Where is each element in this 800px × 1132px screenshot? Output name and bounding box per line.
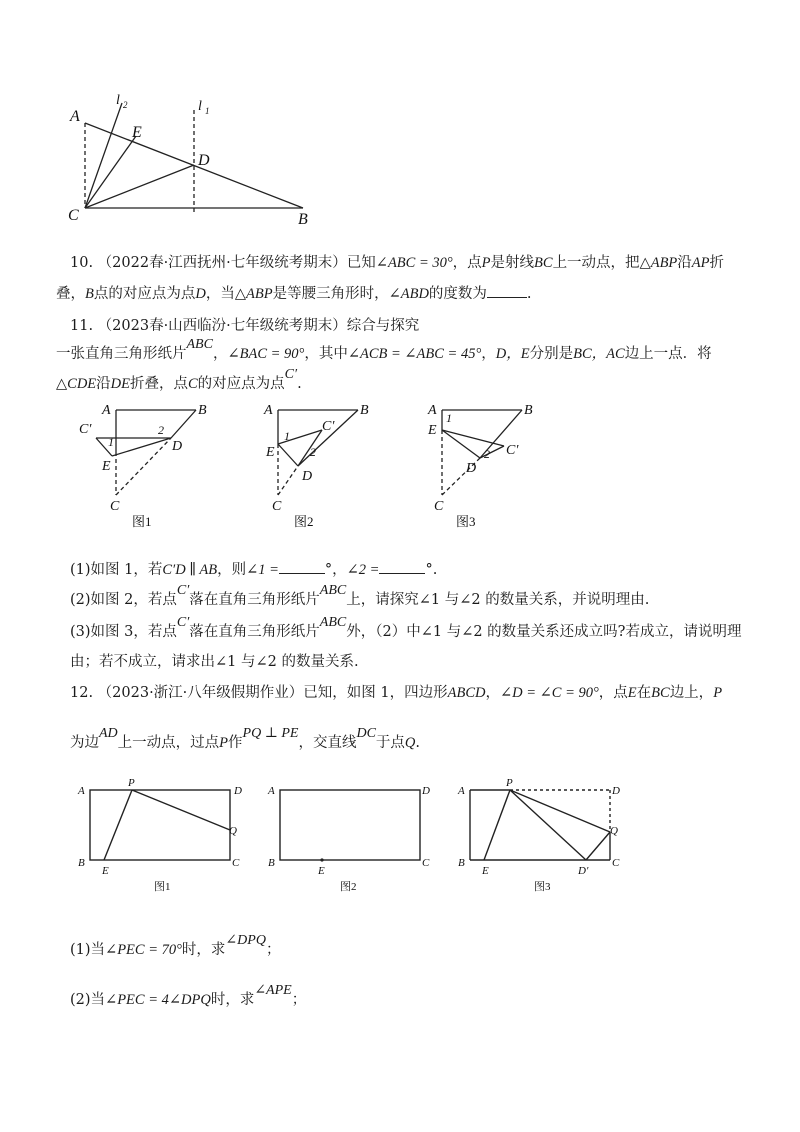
- segment-pq: [510, 790, 610, 832]
- label-p: P: [128, 777, 135, 789]
- math-parallel: C′D ∥ AB: [162, 562, 218, 578]
- math-e: E: [627, 685, 637, 701]
- math-c: C: [188, 376, 198, 392]
- label-a: A: [70, 108, 80, 125]
- math-triangle-abp: △ABP: [639, 255, 678, 271]
- text: 为边: [70, 735, 99, 751]
- q11-part-3-cont: [70, 652, 750, 672]
- segment-pq: [132, 790, 230, 830]
- q12-figure-1: [74, 776, 254, 896]
- q12-part-2: [70, 983, 750, 1011]
- text: ，其中: [304, 346, 348, 362]
- label-angle-2: 2: [484, 447, 490, 461]
- label-c: C: [434, 499, 444, 514]
- point-e: [320, 858, 323, 861]
- label-a: A: [102, 403, 111, 418]
- edge-cd-dashed: [278, 466, 298, 495]
- label-c-prime: C′: [506, 443, 519, 458]
- text: .: [297, 376, 302, 392]
- math-b: B: [85, 286, 94, 302]
- figure-lines-l1-l2: [60, 88, 340, 228]
- text: 上一动点，过点: [117, 735, 220, 751]
- label-d: D: [466, 461, 477, 476]
- label-e: E: [102, 459, 111, 474]
- q12-number: 12.: [70, 685, 94, 701]
- text: 的度数为: [428, 286, 487, 302]
- text: 叠，: [56, 286, 85, 302]
- text: (3)如图 3，若点: [70, 624, 177, 640]
- label-b: B: [268, 857, 275, 869]
- edge-ed: [278, 444, 298, 466]
- q11-number: 11.: [70, 318, 94, 334]
- math-de: DE: [110, 376, 130, 392]
- math-angle-2: ∠2 =: [346, 562, 380, 578]
- text: 由；若不成立，请求出∠1 与∠2 的数量关系.: [70, 654, 359, 670]
- label-angle-2: 2: [310, 445, 316, 459]
- math-abc: ABC: [319, 583, 347, 598]
- math-p: P: [481, 255, 491, 271]
- text: ；: [265, 942, 281, 958]
- q11-figure-1: [76, 400, 226, 530]
- segment-pe: [104, 790, 132, 860]
- text: (2)如图 2，若点: [70, 592, 177, 608]
- math-de: D，E: [495, 346, 530, 362]
- q12-source: （2023·浙江·八年级假期作业）已知，如图 1，四边形: [97, 685, 448, 701]
- label-c-prime: C′: [322, 419, 335, 434]
- label-d: D: [612, 785, 620, 797]
- label-c: C: [232, 857, 240, 869]
- label-d: D: [422, 785, 430, 797]
- text: ，交直线: [298, 735, 357, 751]
- math-angle-relation: ∠PEC = 4∠DPQ: [105, 992, 211, 1008]
- text: ，: [485, 685, 500, 701]
- text: 折叠，点: [130, 376, 188, 392]
- text: °.: [425, 562, 438, 578]
- math-perpendicular: PQ ⊥ PE: [242, 726, 299, 741]
- math-ap: AP: [691, 255, 710, 271]
- text: ，则: [217, 562, 247, 578]
- label-a: A: [268, 785, 275, 797]
- label-c: C: [612, 857, 620, 869]
- text: 外，（2）中∠1 与∠2 的数量关系还成立吗?若成立，请说明理: [346, 624, 742, 640]
- edge-bd: [171, 410, 196, 438]
- text: (1)当: [70, 942, 106, 958]
- label-b: B: [458, 857, 465, 869]
- segment-p-d-prime: [510, 790, 586, 860]
- label-c: C: [110, 499, 120, 514]
- rectangle-abcd: [90, 790, 230, 860]
- label-q: Q: [229, 825, 237, 837]
- label-b: B: [524, 403, 533, 418]
- text: (1)如图 1，若: [70, 562, 163, 578]
- label-l2: l: [116, 93, 120, 108]
- q11-part-1: [70, 559, 750, 580]
- text: 一张直角三角形纸片: [56, 346, 187, 362]
- q11-part-2: [70, 583, 750, 611]
- q12-line-2: [70, 726, 750, 754]
- math-angle-pec: ∠PEC = 70°: [105, 942, 182, 958]
- caption-fig2: 图2: [294, 514, 314, 529]
- q11-line-2: [56, 337, 736, 365]
- text: 折: [709, 255, 725, 271]
- math-c-prime: C′: [284, 367, 298, 382]
- label-e: E: [102, 865, 109, 877]
- text: 落在直角三角形纸片: [189, 624, 320, 640]
- label-l1-sub: 1: [205, 106, 210, 116]
- label-e: E: [482, 865, 489, 877]
- math-c-prime: C′: [176, 583, 190, 598]
- q11-figure-2: [232, 400, 382, 530]
- label-c: C: [422, 857, 430, 869]
- segment-ce: [85, 136, 136, 208]
- math-p: P: [219, 735, 229, 751]
- label-d: D: [172, 439, 183, 454]
- q11-source: （2023春·山西临汾·七年级统考期末）综合与探究: [97, 318, 420, 334]
- math-d: D: [195, 286, 206, 302]
- text: 的对应点为点: [197, 376, 285, 392]
- label-b: B: [360, 403, 369, 418]
- math-abc: ABC: [186, 337, 213, 352]
- label-l2-sub: 2: [123, 100, 128, 110]
- label-d: D: [234, 785, 242, 797]
- text: ，当: [205, 286, 235, 302]
- q12-part-1: [70, 933, 750, 961]
- answer-blank-1[interactable]: [279, 559, 325, 574]
- answer-blank[interactable]: [487, 283, 527, 298]
- label-e: E: [428, 423, 437, 438]
- text: ，点: [598, 685, 628, 701]
- text: 作: [228, 735, 243, 751]
- text: 沿: [677, 255, 692, 271]
- segment-cd: [85, 165, 194, 208]
- math-angle-1: ∠1 =: [246, 562, 279, 578]
- math-triangle-abp: △ABP: [234, 286, 273, 302]
- math-triangle-cde: △CDE: [56, 376, 97, 392]
- label-a: A: [264, 403, 273, 418]
- q10-number: 10.: [70, 255, 94, 271]
- line-l2: [85, 103, 122, 208]
- text: ，点: [452, 255, 482, 271]
- text: °，: [324, 562, 347, 578]
- label-a: A: [458, 785, 465, 797]
- text: 时，求: [181, 942, 226, 958]
- label-d: D: [302, 469, 313, 484]
- label-d: D: [198, 152, 210, 169]
- text: (2)当: [70, 992, 106, 1008]
- text: ，: [212, 346, 228, 362]
- q12-figure-2: [264, 776, 444, 896]
- text: 上，请探究∠1 与∠2 的数量关系，并说明理由.: [346, 592, 650, 608]
- q11-line-1: [70, 316, 750, 336]
- math-ad: AD: [99, 726, 118, 741]
- label-e: E: [318, 865, 325, 877]
- text: 落在直角三角形纸片: [189, 592, 320, 608]
- text: 上一动点，把: [552, 255, 640, 271]
- label-d-prime: D′: [578, 865, 589, 877]
- q10-line-2: [56, 283, 736, 304]
- label-b: B: [298, 211, 308, 228]
- math-abc: ABC: [319, 615, 347, 630]
- caption-fig1: 图1: [154, 881, 171, 893]
- math-condition: ∠D = ∠C = 90°: [499, 685, 599, 701]
- caption-fig2: 图2: [340, 881, 357, 893]
- math-p: P: [713, 685, 723, 701]
- q10-line-1: [70, 253, 750, 273]
- math-angle-ape: ∠APE: [254, 983, 292, 998]
- answer-blank-2[interactable]: [379, 559, 425, 574]
- math-angle-bac: ∠BAC = 90°: [227, 346, 305, 362]
- label-e: E: [132, 124, 142, 141]
- edge-ed: [442, 430, 480, 458]
- q12-line-1: [70, 683, 750, 703]
- label-q: Q: [610, 825, 618, 837]
- label-a: A: [78, 785, 85, 797]
- q10-source: （2022春·江西抚州·七年级统考期末）已知: [97, 255, 376, 271]
- segment-pe: [484, 790, 510, 860]
- text: 是射线: [490, 255, 535, 271]
- label-b: B: [198, 403, 207, 418]
- text: 边上，: [669, 685, 714, 701]
- q10-condition: ∠ABC = 30°: [375, 255, 453, 271]
- math-angles: ∠ACB = ∠ABC = 45°: [347, 346, 482, 362]
- math-q: Q: [404, 735, 416, 751]
- math-bc: BC: [534, 255, 553, 271]
- caption-fig3: 图3: [534, 881, 551, 893]
- caption-fig1: 图1: [132, 514, 152, 529]
- math-c-prime: C′: [176, 615, 190, 630]
- text: 是等腰三角形时，: [272, 286, 389, 302]
- text: 点的对应点为点: [93, 286, 196, 302]
- math-angle-dpq: ∠DPQ: [225, 933, 266, 948]
- label-c-prime: C′: [79, 422, 92, 437]
- math-angle-abd: ∠ABD: [388, 286, 429, 302]
- segment-d-prime-q: [586, 832, 610, 860]
- label-b: B: [78, 857, 85, 869]
- q11-line-3: [56, 367, 736, 395]
- edge-e-c-prime: [442, 430, 504, 446]
- label-e: E: [266, 445, 275, 460]
- q11-figure-3: [420, 400, 570, 530]
- text: ，: [481, 346, 496, 362]
- math-bc: BC: [651, 685, 670, 701]
- math-abcd: ABCD: [447, 685, 486, 701]
- math-bc-ac: BC，AC: [573, 346, 625, 362]
- text: .: [415, 735, 421, 751]
- text: 分别是: [529, 346, 574, 362]
- label-angle-1: 1: [108, 435, 114, 449]
- label-l1: l: [198, 99, 202, 114]
- text: 边上一点．将: [624, 346, 712, 362]
- q12-figure-3: [454, 776, 634, 896]
- label-c: C: [68, 207, 79, 224]
- label-c: C: [272, 499, 282, 514]
- label-a: A: [428, 403, 437, 418]
- label-p: P: [506, 777, 513, 789]
- label-angle-1: 1: [446, 411, 452, 425]
- rectangle-abcd: [280, 790, 420, 860]
- text: .: [526, 286, 532, 302]
- math-dc: DC: [356, 726, 376, 741]
- label-angle-2: 2: [158, 423, 164, 437]
- text: 沿: [96, 376, 111, 392]
- text: ；: [291, 992, 307, 1008]
- label-angle-1: 1: [284, 429, 290, 443]
- caption-fig3: 图3: [456, 514, 476, 529]
- text: 于点: [375, 735, 405, 751]
- q11-part-3: [70, 615, 750, 643]
- text: 时，求: [210, 992, 255, 1008]
- text: 在: [636, 685, 652, 701]
